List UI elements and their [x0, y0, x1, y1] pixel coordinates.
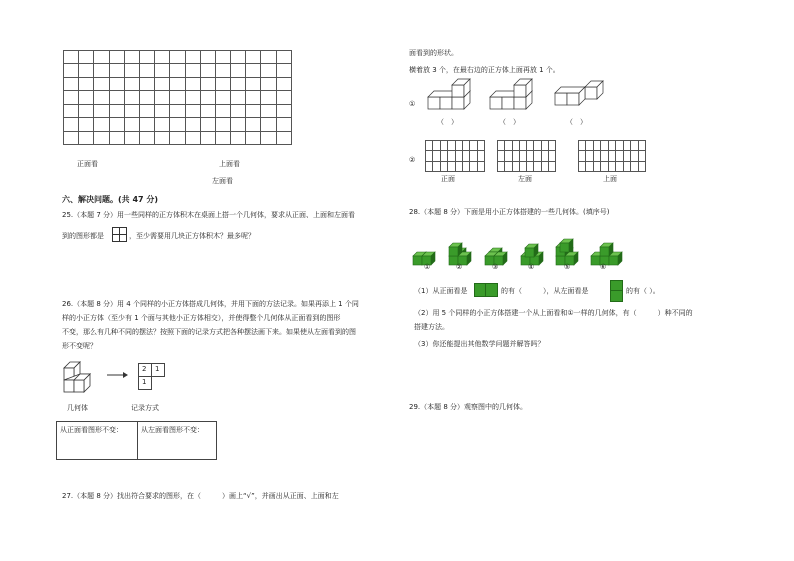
- grid-cell[interactable]: [139, 131, 154, 144]
- grid-cell[interactable]: [527, 161, 534, 171]
- q28-figure-5: [555, 230, 591, 266]
- grid-cell[interactable]: [64, 131, 79, 144]
- grid-cell[interactable]: [64, 77, 79, 90]
- grid-cell[interactable]: [246, 131, 261, 144]
- grid-cell[interactable]: [586, 141, 593, 151]
- paren-3: （ ）: [566, 118, 587, 126]
- grid-cell[interactable]: [519, 141, 526, 151]
- grid-cell[interactable]: [170, 77, 185, 90]
- grid-cell[interactable]: [79, 131, 94, 144]
- grid-cell[interactable]: [426, 141, 433, 151]
- grid-cell[interactable]: [548, 141, 555, 151]
- table-front-header: 从正面看图形不变：: [60, 426, 123, 434]
- grid-cell[interactable]: [470, 151, 477, 161]
- grid-cell[interactable]: [215, 64, 230, 77]
- grid-cell[interactable]: [601, 141, 608, 151]
- grid-cell[interactable]: [477, 141, 484, 151]
- grid-cell[interactable]: [519, 161, 526, 171]
- grid-cell[interactable]: [498, 141, 505, 151]
- grid-cell[interactable]: [170, 91, 185, 104]
- grid-cell[interactable]: [455, 151, 462, 161]
- grid-left: [497, 140, 556, 172]
- q29-line1: 29.（本题 8 分）观察图中的几何体。: [409, 403, 528, 411]
- grid-cell[interactable]: [579, 151, 586, 161]
- grid-cell[interactable]: [79, 64, 94, 77]
- grid-cell[interactable]: [94, 131, 109, 144]
- grid-cell[interactable]: [426, 151, 433, 161]
- grid-cell[interactable]: [638, 151, 646, 161]
- grid-cell[interactable]: [200, 118, 215, 131]
- grid-cell[interactable]: [426, 161, 433, 171]
- grid-cell[interactable]: [185, 118, 200, 131]
- grid-cell[interactable]: [109, 51, 124, 64]
- q28-sub2b: 搭建方法。: [414, 323, 449, 331]
- grid-cell[interactable]: [94, 64, 109, 77]
- q25-view-shape: [112, 227, 127, 242]
- q25-line2a: 到的图形都是: [62, 232, 104, 240]
- grid-cell[interactable]: [448, 151, 455, 161]
- q28-num-6: ⑥: [600, 263, 607, 271]
- grid-cell[interactable]: [246, 77, 261, 90]
- grid-cell[interactable]: [79, 104, 94, 117]
- grid-cell[interactable]: [505, 141, 512, 151]
- paren-2: （ ）: [499, 118, 520, 126]
- grid-cell[interactable]: [155, 51, 170, 64]
- option3-cubes: [553, 83, 605, 111]
- grid-cell[interactable]: [448, 141, 455, 151]
- grid-cell[interactable]: [498, 161, 505, 171]
- grid-cell[interactable]: [631, 161, 638, 171]
- grid-cell[interactable]: [631, 141, 638, 151]
- grid-cell[interactable]: [109, 64, 124, 77]
- grid-cell[interactable]: [124, 131, 139, 144]
- grid-cell[interactable]: [185, 104, 200, 117]
- grid-cell[interactable]: [261, 118, 276, 131]
- grid-cell[interactable]: [608, 141, 615, 151]
- grid-cell[interactable]: [616, 141, 623, 151]
- q28-num-5: ⑤: [564, 263, 571, 271]
- grid-cell[interactable]: [623, 151, 630, 161]
- grid-cell[interactable]: [64, 91, 79, 104]
- grid-cell[interactable]: [215, 104, 230, 117]
- q28-num-4: ④: [528, 263, 535, 271]
- grid-cell[interactable]: [124, 104, 139, 117]
- grid-cell[interactable]: [139, 118, 154, 131]
- grid-cell[interactable]: [64, 118, 79, 131]
- grid-cell[interactable]: [200, 64, 215, 77]
- grid-cell[interactable]: [64, 51, 79, 64]
- label-left-view: 左面看: [212, 177, 233, 185]
- grid-cell[interactable]: [534, 161, 541, 171]
- grid-cell[interactable]: [185, 91, 200, 104]
- grid-cell[interactable]: [276, 118, 291, 131]
- grid-cell[interactable]: [246, 51, 261, 64]
- caption-left: 左面: [518, 175, 532, 183]
- grid-cell[interactable]: [170, 104, 185, 117]
- grid-cell[interactable]: [623, 141, 630, 151]
- grid-cell[interactable]: [139, 77, 154, 90]
- grid-cell[interactable]: [586, 151, 593, 161]
- right-top-line1: 面看到的形状。: [409, 49, 458, 57]
- grid-cell[interactable]: [170, 64, 185, 77]
- q28-figure-2: [448, 230, 484, 266]
- grid-cell[interactable]: [109, 77, 124, 90]
- grid-cell[interactable]: [215, 77, 230, 90]
- arrow-icon: [107, 371, 129, 379]
- grid-cell[interactable]: [433, 141, 440, 151]
- grid-top: [578, 140, 646, 172]
- caption-solid: 几何体: [67, 404, 88, 412]
- grid-cell[interactable]: [124, 77, 139, 90]
- q28-sub1b: 的有（ ），从左面看是: [501, 287, 589, 295]
- grid-cell[interactable]: [155, 131, 170, 144]
- grid-cell[interactable]: [139, 51, 154, 64]
- grid-cell[interactable]: [462, 151, 469, 161]
- q28-figure-6: [590, 230, 626, 266]
- row2-marker: ②: [409, 156, 416, 164]
- grid-cell[interactable]: [616, 161, 623, 171]
- grid-cell[interactable]: [64, 64, 79, 77]
- grid-cell[interactable]: [462, 161, 469, 171]
- grid-cell[interactable]: [505, 161, 512, 171]
- left-view-shape: [610, 280, 623, 302]
- right-top-line2: 横着放 3 个，在最右边的正方体上面再放 1 个。: [409, 66, 560, 74]
- grid-cell[interactable]: [215, 91, 230, 104]
- grid-cell[interactable]: [276, 91, 291, 104]
- grid-cell[interactable]: [512, 151, 519, 161]
- grid-cell[interactable]: [455, 141, 462, 151]
- grid-front: [425, 140, 485, 172]
- grid-cell[interactable]: [616, 151, 623, 161]
- grid-cell[interactable]: [593, 151, 600, 161]
- grid-cell[interactable]: [586, 161, 593, 171]
- grid-cell[interactable]: [94, 118, 109, 131]
- grid-cell[interactable]: [505, 151, 512, 161]
- grid-cell[interactable]: [608, 161, 615, 171]
- grid-cell[interactable]: [638, 161, 646, 171]
- grid-cell[interactable]: [170, 118, 185, 131]
- row1-marker: ①: [409, 100, 416, 108]
- q26-answer-table: [56, 421, 217, 460]
- grid-cell[interactable]: [185, 77, 200, 90]
- q28-figure-1: [412, 230, 448, 266]
- grid-cell[interactable]: [109, 131, 124, 144]
- grid-cell[interactable]: [246, 91, 261, 104]
- q28-sub1a: （1）从正面看是: [414, 287, 468, 295]
- grid-cell[interactable]: [440, 161, 447, 171]
- section-title: 六、解决问题。(共 47 分): [62, 195, 159, 204]
- grid-cell[interactable]: [79, 51, 94, 64]
- grid-cell[interactable]: [109, 104, 124, 117]
- grid-cell[interactable]: [541, 161, 548, 171]
- grid-cell[interactable]: [79, 77, 94, 90]
- grid-cell[interactable]: [498, 151, 505, 161]
- grid-cell[interactable]: [139, 91, 154, 104]
- caption-top: 上面: [603, 175, 617, 183]
- grid-cell[interactable]: [601, 151, 608, 161]
- q28-sub3: （3）你还能提出其他数学问题并解答吗？: [414, 340, 545, 348]
- grid-cell[interactable]: [541, 151, 548, 161]
- grid-cell[interactable]: [231, 104, 246, 117]
- grid-cell[interactable]: [470, 141, 477, 151]
- grid-cell[interactable]: [185, 64, 200, 77]
- q28-line1: 28.（本题 8 分）下面是用小正方体搭建的一些几何体。(填序号): [409, 208, 610, 216]
- caption-front: 正面: [441, 175, 455, 183]
- grid-cell[interactable]: [200, 51, 215, 64]
- q26-line4: 形不变呢？: [62, 342, 97, 350]
- grid-cell[interactable]: [608, 151, 615, 161]
- grid-cell[interactable]: [109, 118, 124, 131]
- grid-cell[interactable]: [534, 151, 541, 161]
- grid-cell[interactable]: [155, 64, 170, 77]
- grid-cell[interactable]: [94, 104, 109, 117]
- q26-line3: 不变，那么有几种不同的摆法？按照下面的记录方式把各种摆法画下来。如果使从左面看到的图: [62, 328, 356, 336]
- paren-1: （ ）: [437, 118, 458, 126]
- grid-cell[interactable]: [200, 104, 215, 117]
- grid-cell[interactable]: [601, 161, 608, 171]
- q25-line2b: ，至少需要用几块正方体积木？最多呢？: [129, 232, 255, 240]
- grid-cell[interactable]: [548, 161, 555, 171]
- grid-cell[interactable]: [185, 51, 200, 64]
- grid-cell[interactable]: [512, 141, 519, 151]
- grid-cell[interactable]: [519, 151, 526, 161]
- label-top-view: 上面看: [219, 160, 240, 168]
- grid-cell[interactable]: [170, 51, 185, 64]
- grid-cell[interactable]: [470, 161, 477, 171]
- grid-cell[interactable]: [276, 131, 291, 144]
- grid-cell[interactable]: [231, 51, 246, 64]
- grid-cell[interactable]: [124, 118, 139, 131]
- q26-line2: 样的小正方体（至少有 1 个面与其他小正方体相交），并使得整个几何体从正面看到的图形: [62, 314, 341, 322]
- grid-cell[interactable]: [215, 131, 230, 144]
- grid-cell[interactable]: [246, 118, 261, 131]
- grid-cell[interactable]: [534, 141, 541, 151]
- grid-cell[interactable]: [593, 141, 600, 151]
- grid-cell[interactable]: [276, 64, 291, 77]
- q28-num-2: ②: [456, 263, 463, 271]
- grid-cell[interactable]: [579, 161, 586, 171]
- record-num-1: 2: [142, 365, 147, 373]
- grid-cell[interactable]: [261, 131, 276, 144]
- grid-cell[interactable]: [477, 161, 484, 171]
- grid-cell[interactable]: [231, 77, 246, 90]
- option1-cubes: [426, 83, 476, 115]
- grid-cell[interactable]: [155, 104, 170, 117]
- grid-cell[interactable]: [79, 118, 94, 131]
- grid-cell[interactable]: [94, 77, 109, 90]
- grid-cell[interactable]: [231, 131, 246, 144]
- grid-cell[interactable]: [155, 77, 170, 90]
- grid-cell[interactable]: [433, 161, 440, 171]
- grid-cell[interactable]: [155, 118, 170, 131]
- grid-cell[interactable]: [455, 161, 462, 171]
- q28-figure-4: [520, 230, 556, 266]
- grid-cell[interactable]: [261, 51, 276, 64]
- option2-cubes: [488, 83, 538, 115]
- q28-figure-3: [484, 230, 520, 266]
- grid-cell[interactable]: [124, 64, 139, 77]
- grid-cell[interactable]: [124, 51, 139, 64]
- grid-cell[interactable]: [276, 77, 291, 90]
- front-view-shape: [474, 283, 498, 297]
- grid-cell[interactable]: [139, 64, 154, 77]
- grid-cell[interactable]: [170, 131, 185, 144]
- record-num-2: 1: [155, 365, 160, 373]
- grid-cell[interactable]: [64, 104, 79, 117]
- caption-record: 记录方式: [131, 404, 159, 412]
- grid-cell[interactable]: [109, 91, 124, 104]
- grid-cell[interactable]: [448, 161, 455, 171]
- grid-cell[interactable]: [139, 104, 154, 117]
- grid-cell[interactable]: [79, 91, 94, 104]
- grid-cell[interactable]: [124, 91, 139, 104]
- q26-solid-figure: [60, 360, 105, 400]
- grid-cell[interactable]: [231, 64, 246, 77]
- q28-sub1c: 的有（ ）。: [626, 287, 660, 295]
- grid-cell[interactable]: [94, 51, 109, 64]
- label-front-view: 正面看: [77, 160, 98, 168]
- grid-cell[interactable]: [261, 104, 276, 117]
- q28-sub2a: （2）用 5 个同样的小正方体搭建一个从上面看和①一样的几何体，有（ ）种不同的: [414, 309, 693, 317]
- grid-cell[interactable]: [541, 141, 548, 151]
- grid-cell[interactable]: [462, 141, 469, 151]
- grid-cell[interactable]: [440, 141, 447, 151]
- grid-cell[interactable]: [231, 91, 246, 104]
- grid-cell[interactable]: [94, 91, 109, 104]
- grid-cell[interactable]: [246, 64, 261, 77]
- q28-num-3: ③: [492, 263, 499, 271]
- grid-cell[interactable]: [200, 77, 215, 90]
- grid-cell[interactable]: [200, 131, 215, 144]
- q27-line1: 27.（本题 8 分）找出符合要求的图形，在（ ）画上“√”，并画出从正面、上面和左: [62, 492, 339, 500]
- grid-cell[interactable]: [261, 91, 276, 104]
- grid-cell[interactable]: [215, 118, 230, 131]
- grid-cell[interactable]: [433, 151, 440, 161]
- grid-cell[interactable]: [512, 161, 519, 171]
- grid-cell[interactable]: [185, 131, 200, 144]
- grid-cell[interactable]: [155, 91, 170, 104]
- q28-num-1: ①: [424, 263, 431, 271]
- grid-cell[interactable]: [440, 151, 447, 161]
- grid-cell[interactable]: [231, 118, 246, 131]
- grid-cell[interactable]: [593, 161, 600, 171]
- record-num-3: 1: [142, 378, 147, 386]
- grid-cell[interactable]: [246, 104, 261, 117]
- grid-cell[interactable]: [548, 151, 555, 161]
- grid-cell[interactable]: [276, 104, 291, 117]
- grid-cell[interactable]: [579, 141, 586, 151]
- grid-cell[interactable]: [527, 141, 534, 151]
- q25-line1: 25.（本题 7 分）用一些同样的正方体积木在桌面上搭一个几何体，要求从正面、上面和左面看: [62, 211, 356, 219]
- grid-cell[interactable]: [261, 77, 276, 90]
- grid-cell[interactable]: [631, 151, 638, 161]
- grid-cell[interactable]: [261, 64, 276, 77]
- grid-cell[interactable]: [200, 91, 215, 104]
- grid-cell[interactable]: [215, 51, 230, 64]
- record-grid: [138, 363, 166, 389]
- drawing-grid-left: [63, 50, 292, 145]
- q26-line1: 26.（本题 8 分）用 4 个同样的小正方体搭成几何体，并用下面的方法记录。如果再添上 1 个同: [62, 300, 359, 308]
- grid-cell[interactable]: [638, 141, 646, 151]
- grid-cell[interactable]: [477, 151, 484, 161]
- grid-cell[interactable]: [527, 151, 534, 161]
- grid-cell[interactable]: [623, 161, 630, 171]
- table-left-header: 从左面看图形不变：: [141, 426, 204, 434]
- grid-cell[interactable]: [276, 51, 291, 64]
